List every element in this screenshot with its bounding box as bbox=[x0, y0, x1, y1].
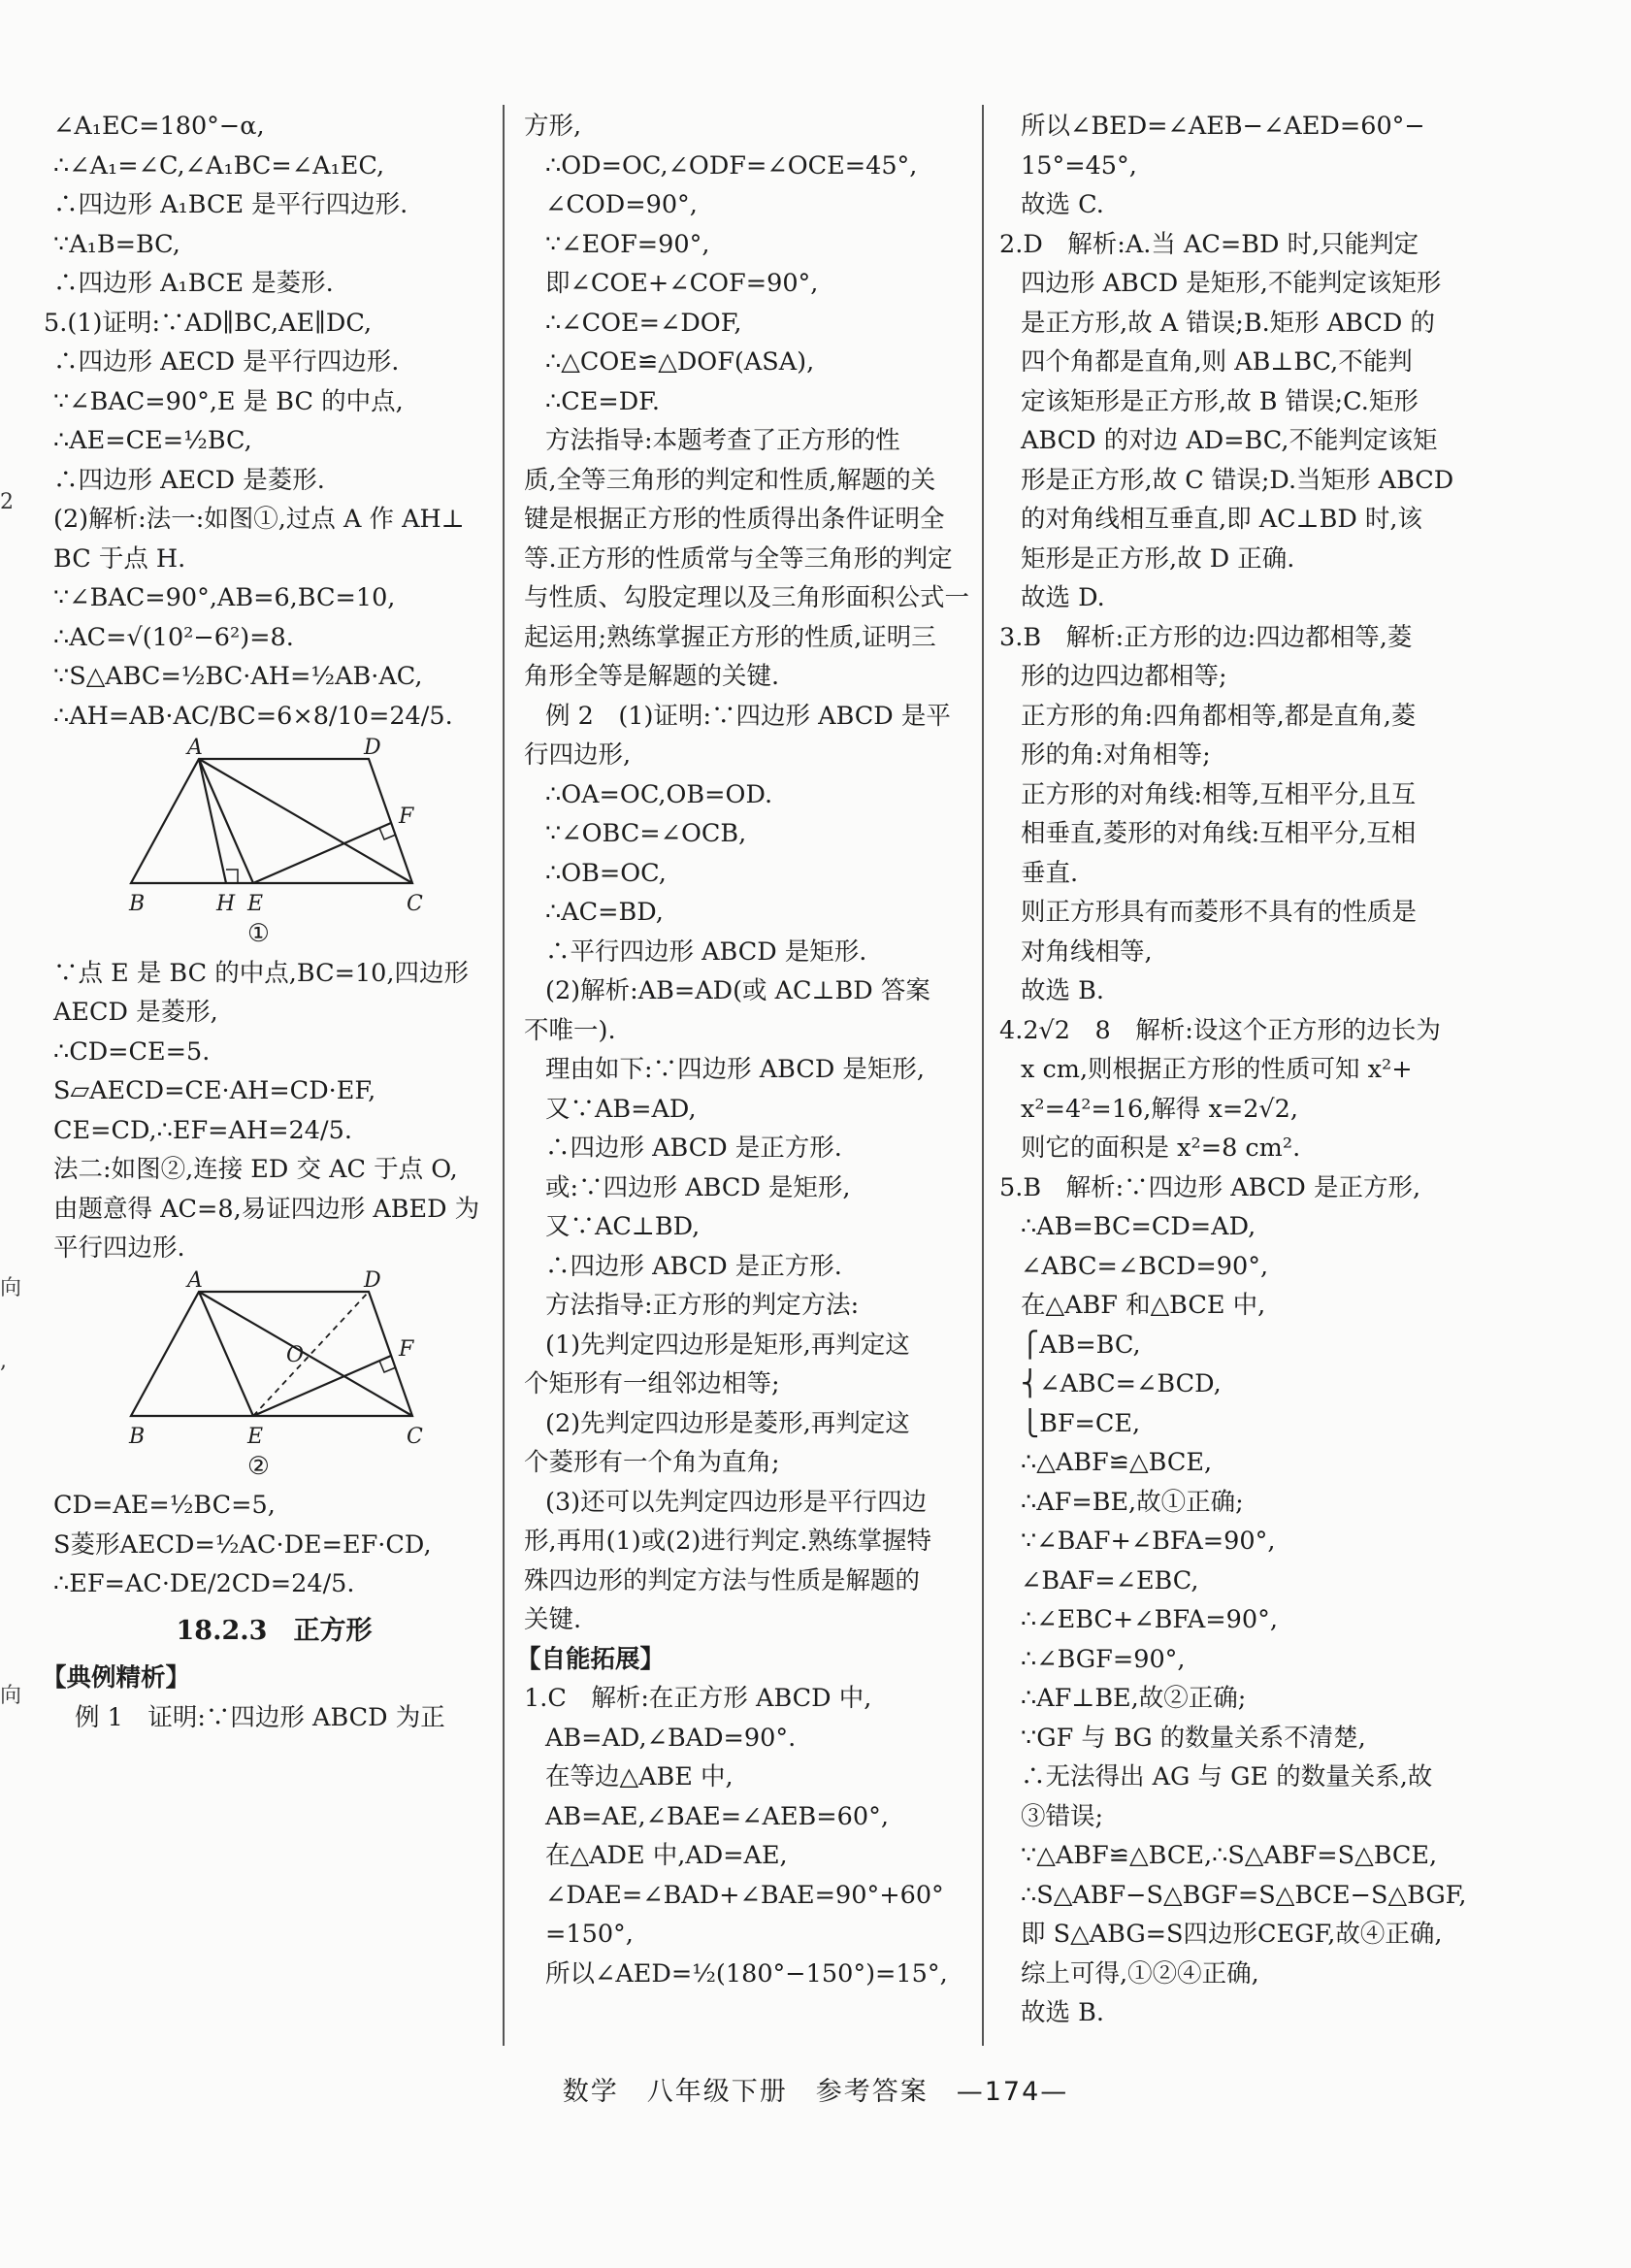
text-line: (2)解析:AB=AD(或 AC⊥BD 答案 bbox=[545, 976, 930, 1005]
text-line: 的对角线相互垂直,即 AC⊥BD 时,该 bbox=[1021, 505, 1423, 534]
column-middle bbox=[516, 107, 970, 1993]
figure-1 bbox=[129, 736, 441, 924]
text-line: 形是正方形,故 C 错误;D.当矩形 ABCD bbox=[1021, 465, 1454, 495]
figure-2 bbox=[129, 1267, 441, 1457]
text-line: 即∠COE+∠COF=90°, bbox=[545, 269, 819, 298]
text-line: 4.2√2 8 解析:设这个正方形的边长为 bbox=[999, 1015, 1441, 1045]
text-line: 故选 C. bbox=[1021, 190, 1104, 219]
text-line: ∴△COE≌△DOF(ASA), bbox=[545, 347, 815, 377]
text-line: =150°, bbox=[545, 1920, 634, 1949]
text-line: ABCD 的对边 AD=BC,不能判定该矩 bbox=[1021, 426, 1438, 455]
text-line: 个矩形有一组邻边相等; bbox=[524, 1369, 780, 1398]
text-line: 形的角:对角相等; bbox=[1021, 740, 1211, 770]
text-line: 3.B 解析:正方形的边:四边都相等,菱 bbox=[999, 622, 1413, 652]
text-line: 故选 B. bbox=[1021, 1998, 1104, 2027]
text-line: ∴平行四边形 ABCD 是矩形. bbox=[545, 937, 867, 967]
text-line: 故选 D. bbox=[1021, 583, 1105, 612]
text-line: 四个角都是直角,则 AB⊥BC,不能判 bbox=[1021, 347, 1413, 377]
text-line: ∴AH=AB·AC/BC=6×8/10=24/5. bbox=[53, 701, 453, 731]
text-line: 例 1 证明:∵四边形 ABCD 为正 bbox=[75, 1702, 445, 1732]
text-line: ∴S△ABF−S△BGF=S△BCE−S△BGF, bbox=[1021, 1880, 1467, 1910]
column-divider-left bbox=[503, 105, 505, 2046]
text-line: 定该矩形是正方形,故 B 错误;C.矩形 bbox=[1021, 386, 1419, 416]
text-line: ③错误; bbox=[1021, 1801, 1104, 1831]
text-line: 行四边形, bbox=[524, 740, 632, 770]
text-line: 由题意得 AC=8,易证四边形 ABED 为 bbox=[53, 1194, 480, 1224]
edge-mark: 向 bbox=[0, 1684, 22, 1708]
column-left bbox=[42, 107, 495, 1737]
text-line: ∴AB=BC=CD=AD, bbox=[1021, 1212, 1256, 1241]
text-line: ∴AF=BE,故①正确; bbox=[1021, 1487, 1244, 1517]
text-line: ⎧AB=BC, bbox=[1021, 1330, 1141, 1360]
text-line: ∴四边形 AECD 是平行四边形. bbox=[53, 347, 400, 377]
fig2-label: A bbox=[187, 1267, 203, 1293]
text-line: 5.B 解析:∵四边形 ABCD 是正方形, bbox=[999, 1172, 1421, 1202]
text-line: 方形, bbox=[524, 112, 582, 141]
text-line: ∴OD=OC,∠ODF=∠OCE=45°, bbox=[545, 150, 918, 181]
text-line: 与性质、勾股定理以及三角形面积公式一 bbox=[524, 583, 970, 612]
fig2-label: O bbox=[286, 1342, 305, 1367]
text-line: ∴AC=BD, bbox=[545, 898, 664, 927]
text-line: x²=4²=16,解得 x=2√2, bbox=[1021, 1094, 1298, 1124]
fig1-label: C bbox=[407, 892, 423, 916]
text-line: ∴∠EBC+∠BFA=90°, bbox=[1021, 1605, 1278, 1634]
text-line: AB=AD,∠BAD=90°. bbox=[545, 1723, 797, 1753]
text-line: ∠COD=90°, bbox=[545, 190, 698, 219]
text-line: 起运用;熟练掌握正方形的性质,证明三 bbox=[524, 622, 936, 652]
text-line: 是正方形,故 A 错误;B.矩形 ABCD 的 bbox=[1021, 308, 1435, 338]
text-line: 或:∵四边形 ABCD 是矩形, bbox=[545, 1172, 851, 1202]
text-line: ∴四边形 AECD 是菱形. bbox=[53, 465, 325, 495]
text-line: ∵A₁B=BC, bbox=[53, 229, 180, 259]
text-line: ⎨∠ABC=∠BCD, bbox=[1021, 1369, 1222, 1398]
text-line: 平行四边形. bbox=[53, 1233, 185, 1263]
text-line: 殊四边形的判定方法与性质是解题的 bbox=[524, 1565, 921, 1595]
fig1-label: B bbox=[129, 892, 146, 916]
figure-2-caption: ② bbox=[247, 1451, 270, 1481]
text-line: 又∵AB=AD, bbox=[545, 1094, 697, 1124]
fig1-label: F bbox=[399, 805, 414, 829]
edge-mark: , bbox=[0, 1349, 7, 1373]
text-line: 2.D 解析:A.当 AC=BD 时,只能判定 bbox=[999, 229, 1419, 259]
text-line: (2)先判定四边形是菱形,再判定这 bbox=[545, 1408, 910, 1438]
text-line: 在△ADE 中,AD=AE, bbox=[545, 1841, 788, 1870]
text-line: 5.(1)证明:∵AD∥BC,AE∥DC, bbox=[44, 308, 373, 338]
text-line: 方法指导:本题考查了正方形的性 bbox=[545, 426, 900, 455]
text-line: ∵△ABF≌△BCE,∴S△ABF=S△BCE, bbox=[1021, 1841, 1438, 1870]
fig1-label: A bbox=[187, 736, 203, 760]
edge-mark: 2 bbox=[0, 490, 14, 514]
fig1-label: D bbox=[364, 736, 381, 760]
text-line: 不唯一). bbox=[524, 1015, 616, 1045]
text-line: ∴AE=CE=½BC, bbox=[53, 426, 252, 455]
text-line: 法二:如图②,连接 ED 交 AC 于点 O, bbox=[53, 1155, 458, 1184]
text-line: ∴无法得出 AG 与 GE 的数量关系,故 bbox=[1021, 1762, 1433, 1791]
text-line: 所以∠AED=½(180°−150°)=15°, bbox=[545, 1958, 948, 1989]
text-line: ∵∠BAC=90°,AB=6,BC=10, bbox=[53, 583, 396, 612]
text-line: 相垂直,菱形的对角线:互相平分,互相 bbox=[1021, 819, 1417, 848]
text-line: ∴OA=OC,OB=OD. bbox=[545, 779, 773, 809]
text-line: ∴△ABF≌△BCE, bbox=[1021, 1448, 1213, 1477]
text-line: CE=CD,∴EF=AH=24/5. bbox=[53, 1115, 352, 1145]
text-line: ∴四边形 ABCD 是正方形. bbox=[545, 1251, 842, 1281]
text-line: S菱形AECD=½AC·DE=EF·CD, bbox=[53, 1529, 432, 1560]
fig1-label: H bbox=[216, 892, 236, 916]
text-line: ∵∠BAC=90°,E 是 BC 的中点, bbox=[53, 386, 404, 416]
text-line: 正方形的角:四角都相等,都是直角,菱 bbox=[1021, 701, 1417, 731]
text-line: 在等边△ABE 中, bbox=[545, 1762, 734, 1791]
text-line: 故选 B. bbox=[1021, 976, 1104, 1005]
text-line: ∴AF⊥BE,故②正确; bbox=[1021, 1684, 1247, 1713]
section-label: 【典例精析】 bbox=[42, 1663, 191, 1693]
section-label: 【自能拓展】 bbox=[516, 1644, 666, 1674]
text-line: (2)解析:法一:如图①,过点 A 作 AH⊥ bbox=[53, 505, 465, 534]
text-line: 15°=45°, bbox=[1021, 150, 1137, 181]
text-line: 角形全等是解题的关键. bbox=[524, 662, 780, 691]
text-line: 关键. bbox=[524, 1605, 582, 1634]
fig2-label: F bbox=[399, 1336, 414, 1362]
text-line: ∴EF=AC·DE/2CD=24/5. bbox=[53, 1569, 355, 1598]
column-right bbox=[999, 107, 1467, 2033]
text-line: 即 S△ABG=S四边形CEGF,故④正确, bbox=[1021, 1920, 1443, 1949]
text-line: 质,全等三角形的判定和性质,解题的关 bbox=[524, 465, 936, 495]
text-line: 对角线相等, bbox=[1021, 937, 1153, 967]
text-line: ∴AC=√(10²−6²)=8. bbox=[53, 622, 294, 652]
text-line: 个菱形有一个角为直角; bbox=[524, 1448, 780, 1477]
text-line: ∠A₁EC=180°−α, bbox=[53, 112, 265, 141]
text-line: ∴四边形 A₁BCE 是平行四边形. bbox=[53, 190, 408, 219]
text-line: 理由如下:∵四边形 ABCD 是矩形, bbox=[545, 1055, 925, 1084]
fig2-label: D bbox=[364, 1267, 381, 1293]
text-line: ∵点 E 是 BC 的中点,BC=10,四边形 bbox=[53, 958, 470, 988]
text-line: ∵∠BAF+∠BFA=90°, bbox=[1021, 1527, 1276, 1556]
fig2-label: B bbox=[129, 1424, 146, 1449]
text-line: ∴CE=DF. bbox=[545, 386, 660, 416]
text-line: ∴OB=OC, bbox=[545, 858, 667, 888]
text-line: (3)还可以先判定四边形是平行四边 bbox=[545, 1487, 928, 1517]
text-line: 则正方形具有而菱形不具有的性质是 bbox=[1021, 898, 1418, 927]
text-line: 矩形是正方形,故 D 正确. bbox=[1021, 543, 1295, 574]
edge-mark: 向 bbox=[0, 1276, 22, 1300]
text-line: 垂直. bbox=[1021, 858, 1079, 888]
text-line: ∵S△ABC=½BC·AH=½AB·AC, bbox=[53, 662, 423, 691]
text-line: 键是根据正方形的性质得出条件证明全 bbox=[524, 505, 945, 534]
text-line: BC 于点 H. bbox=[53, 543, 186, 574]
text-line: ∵GF 与 BG 的数量关系不清楚, bbox=[1021, 1723, 1366, 1753]
text-line: 所以∠BED=∠AEB−∠AED=60°− bbox=[1021, 112, 1425, 141]
text-line: ∠BAF=∠EBC, bbox=[1021, 1565, 1199, 1595]
text-line: 方法指导:正方形的判定方法: bbox=[545, 1291, 860, 1320]
fig2-label: C bbox=[407, 1424, 423, 1449]
column-divider-right bbox=[982, 105, 984, 2046]
fig1-label: E bbox=[247, 892, 264, 916]
text-line: ∴∠A₁=∠C,∠A₁BC=∠A₁EC, bbox=[53, 150, 385, 181]
section-title: 18.2.3 正方形 bbox=[176, 1615, 373, 1646]
text-line: ∴四边形 A₁BCE 是菱形. bbox=[53, 269, 334, 298]
text-line: ∠ABC=∠BCD=90°, bbox=[1021, 1251, 1269, 1281]
text-line: 形的边四边都相等; bbox=[1021, 662, 1227, 691]
text-line: AECD 是菱形, bbox=[53, 998, 218, 1027]
page-footer: 数学 八年级下册 参考答案 —174— bbox=[562, 2077, 1069, 2107]
text-line: CD=AE=½BC=5, bbox=[53, 1491, 276, 1520]
text-line: 例 2 (1)证明:∵四边形 ABCD 是平 bbox=[545, 701, 951, 731]
text-line: 等.正方形的性质常与全等三角形的判定 bbox=[524, 543, 953, 574]
text-line: x cm,则根据正方形的性质可知 x²+ bbox=[1021, 1055, 1413, 1084]
text-line: 正方形的对角线:相等,互相平分,且互 bbox=[1021, 779, 1417, 809]
fig2-label: E bbox=[247, 1424, 264, 1449]
text-line: ∴∠BGF=90°, bbox=[1021, 1644, 1186, 1674]
text-line: 形,再用(1)或(2)进行判定.熟练掌握特 bbox=[524, 1527, 931, 1556]
text-line: AB=AE,∠BAE=∠AEB=60°, bbox=[545, 1801, 889, 1831]
text-line: ⎩BF=CE, bbox=[1021, 1408, 1141, 1438]
text-line: S▱AECD=CE·AH=CD·EF, bbox=[53, 1076, 376, 1105]
text-line: ∴四边形 ABCD 是正方形. bbox=[545, 1134, 842, 1163]
text-line: ∵∠OBC=∠OCB, bbox=[545, 819, 747, 848]
text-line: ∠DAE=∠BAD+∠BAE=90°+60° bbox=[545, 1880, 944, 1910]
text-line: 1.C 解析:在正方形 ABCD 中, bbox=[524, 1684, 872, 1713]
text-line: 四边形 ABCD 是矩形,不能判定该矩形 bbox=[1021, 269, 1442, 298]
text-line: (1)先判定四边形是矩形,再判定这 bbox=[545, 1330, 910, 1360]
figure-1-caption: ① bbox=[247, 919, 270, 948]
text-line: ∴∠COE=∠DOF, bbox=[545, 308, 742, 338]
text-line: ∴CD=CE=5. bbox=[53, 1036, 211, 1067]
text-line: 在△ABF 和△BCE 中, bbox=[1021, 1291, 1266, 1320]
text-line: 则它的面积是 x²=8 cm². bbox=[1021, 1134, 1301, 1163]
text-line: 又∵AC⊥BD, bbox=[545, 1212, 701, 1241]
text-line: ∵∠EOF=90°, bbox=[545, 229, 710, 259]
text-line: 综上可得,①②④正确, bbox=[1021, 1958, 1259, 1989]
